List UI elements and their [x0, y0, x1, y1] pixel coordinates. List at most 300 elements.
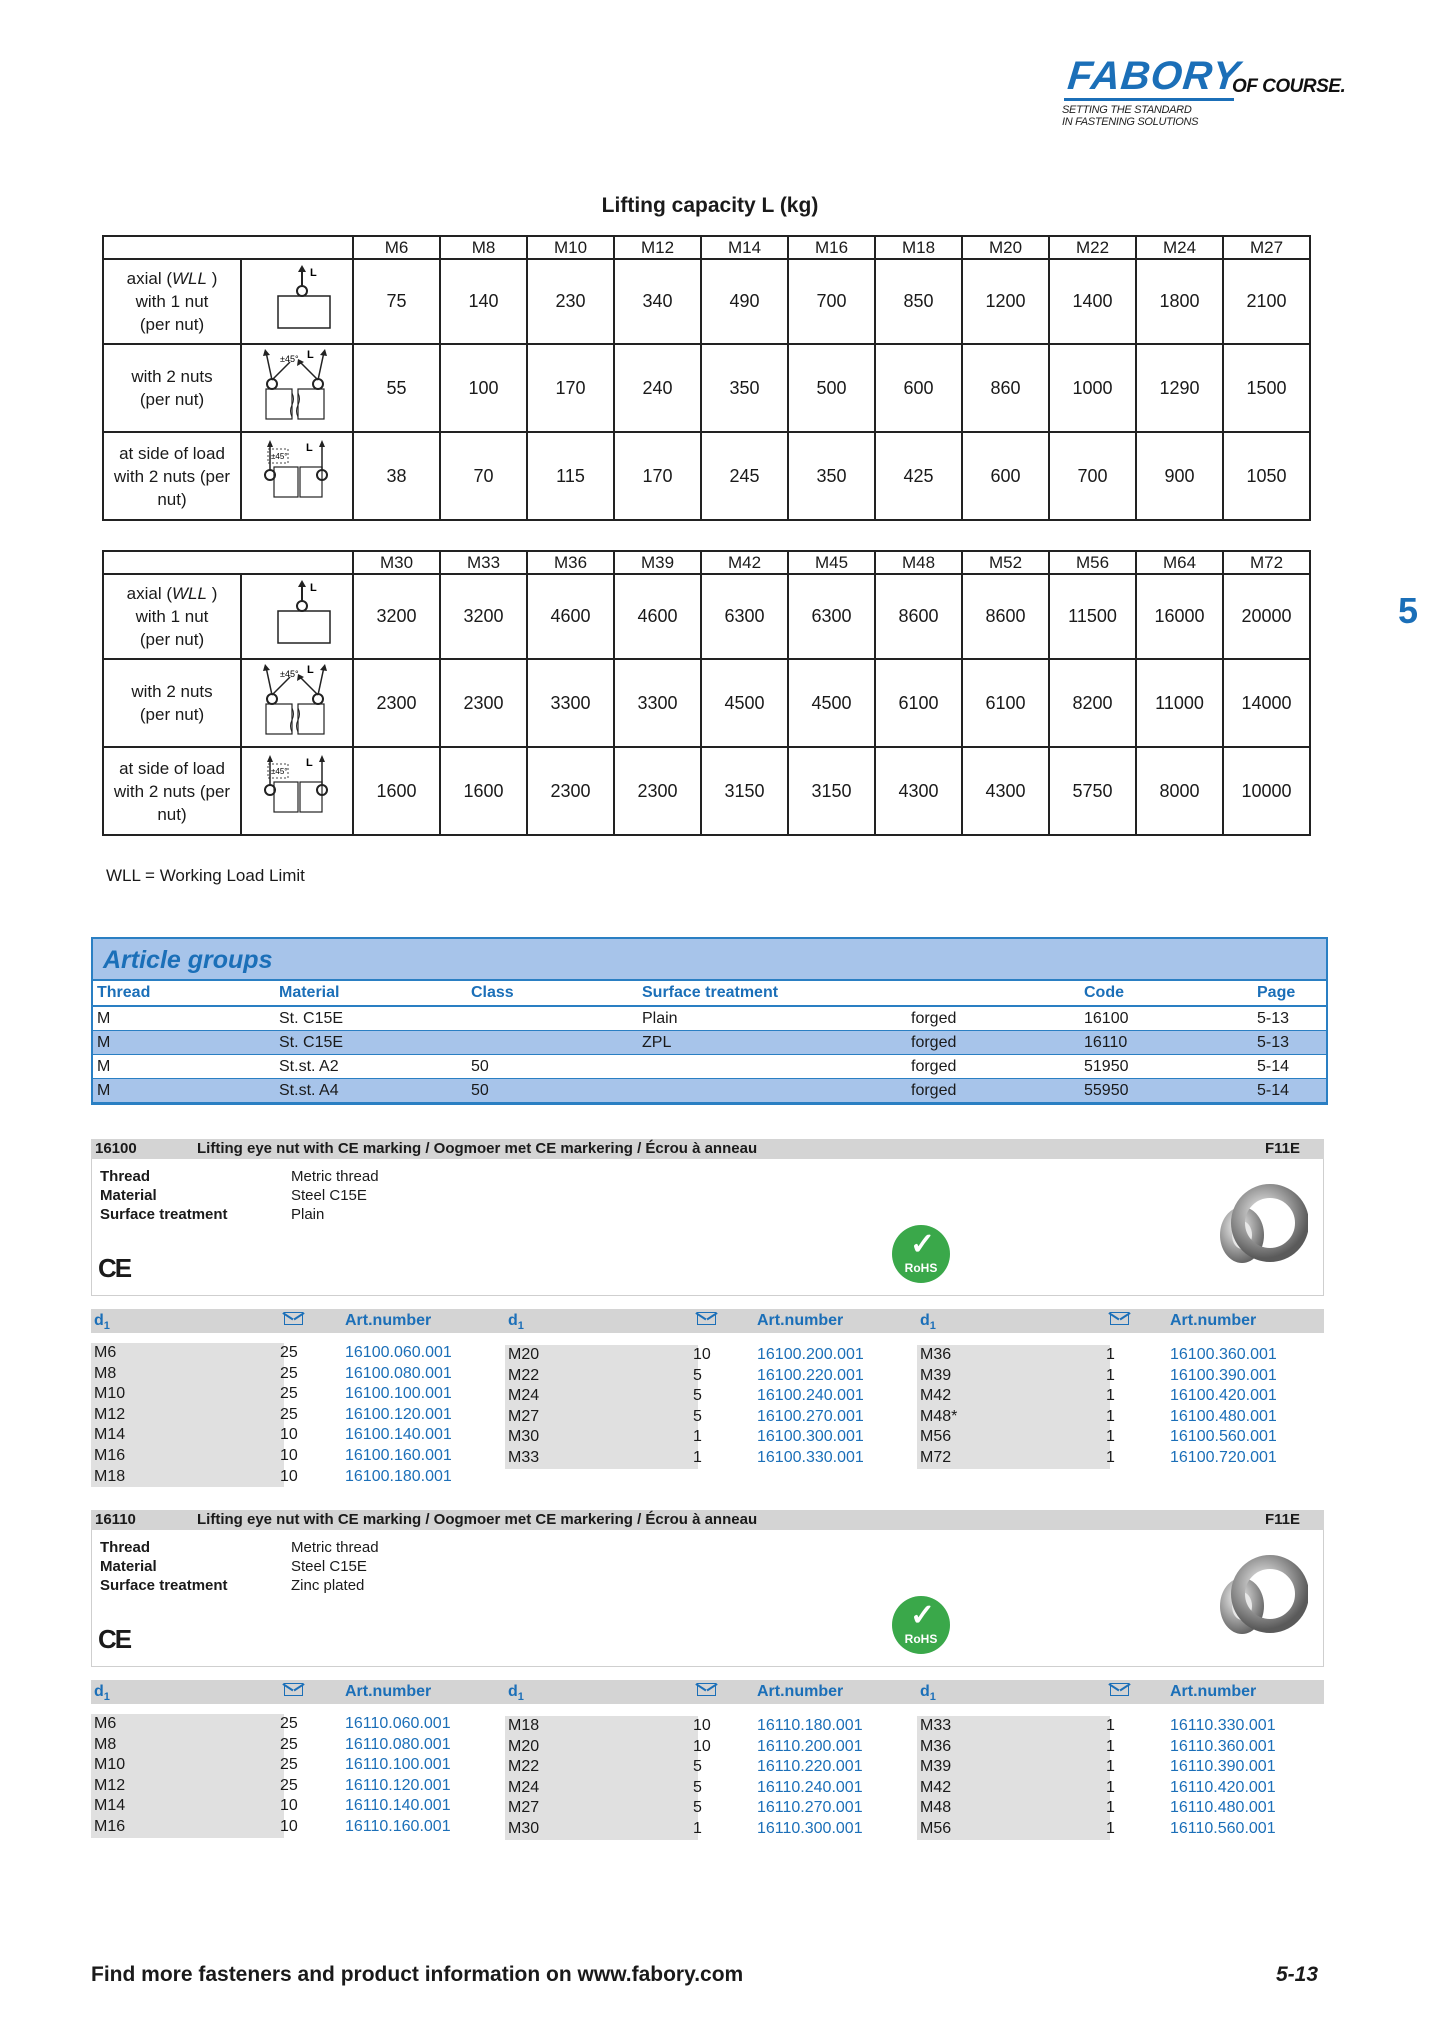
capacity-header-row	[103, 236, 1310, 259]
capacity-value: 500	[788, 344, 875, 432]
article-group-row[interactable]	[93, 1055, 1326, 1079]
capacity-value: 2300	[353, 659, 440, 747]
size: M8	[91, 1735, 284, 1756]
size: M24	[505, 1778, 698, 1799]
article-group-cell: St. C15E	[275, 1006, 467, 1031]
pack-quantity: 1	[1106, 1820, 1115, 1837]
size: M20	[505, 1345, 698, 1366]
size: M42	[917, 1778, 1110, 1799]
property-row	[100, 1167, 379, 1186]
row-label: axial (WLL ) with 1 nut (per nut)	[103, 259, 241, 344]
capacity-value: 3150	[788, 747, 875, 835]
footer-text: Find more fasteners and product information on www.fabory.com	[91, 1963, 744, 1986]
article-group-cell: M	[93, 1079, 275, 1103]
capacity-value: 700	[1049, 432, 1136, 520]
envelope-icon	[284, 1312, 303, 1325]
art-number-header: Art.number	[757, 1683, 844, 1700]
svg-text:±45°: ±45°	[280, 668, 299, 679]
product-code: 16100	[95, 1140, 137, 1157]
art-number-header: Art.number	[1170, 1683, 1257, 1700]
article-columns-header	[91, 1309, 1324, 1333]
property-row	[100, 1576, 379, 1595]
size-header: M72	[1223, 551, 1310, 574]
capacity-value: 11000	[1136, 659, 1223, 747]
art-number-link[interactable]: 16110.100.001	[345, 1756, 451, 1774]
size: M10	[91, 1384, 284, 1405]
article-group-row[interactable]	[93, 1079, 1326, 1103]
capacity-value: 4500	[701, 659, 788, 747]
pack-quantity: 1	[1106, 1758, 1115, 1776]
article-columns-header	[91, 1680, 1324, 1704]
size: M12	[91, 1405, 284, 1426]
envelope-icon	[697, 1312, 716, 1325]
capacity-value: 4500	[788, 659, 875, 747]
article-group-row[interactable]	[93, 1031, 1326, 1055]
product-info-box	[91, 1159, 1324, 1296]
article-group-cell: forged	[907, 1031, 1080, 1055]
article-group-cell: 55950	[1080, 1079, 1253, 1103]
art-number-link[interactable]: 16100.060.001	[345, 1344, 452, 1361]
capacity-value: 16000	[1136, 574, 1223, 659]
size: M16	[91, 1817, 284, 1838]
size: M18	[91, 1467, 284, 1488]
capacity-value: 20000	[1223, 574, 1310, 659]
row-label: axial (WLL ) with 1 nut (per nut)	[103, 574, 241, 659]
art-number-link[interactable]: 16110.060.001	[345, 1715, 451, 1732]
envelope-icon	[284, 1683, 303, 1696]
size: M6	[91, 1343, 284, 1364]
article-group-cell: ZPL	[638, 1031, 907, 1055]
article-group-cell	[467, 1031, 638, 1055]
pack-quantity: 25	[280, 1385, 298, 1403]
diameter-header: $d_1$	[94, 1683, 110, 1704]
capacity-value: 425	[875, 432, 962, 520]
capacity-value: 115	[527, 432, 614, 520]
capacity-value: 75	[353, 259, 440, 344]
size: M27	[505, 1798, 698, 1819]
pack-quantity: 10	[693, 1717, 711, 1734]
column-header: Code	[1080, 981, 1253, 1006]
size-header: M52	[962, 551, 1049, 574]
article-group-cell: Plain	[638, 1006, 907, 1031]
capacity-value: 1050	[1223, 432, 1310, 520]
size: M39	[917, 1757, 1110, 1778]
size: M14	[91, 1796, 284, 1817]
capacity-table-1	[102, 235, 1311, 521]
capacity-value: 700	[788, 259, 875, 344]
size-header: M18	[875, 236, 962, 259]
property-value: Steel C15E	[291, 1558, 367, 1575]
size: M27	[505, 1407, 698, 1428]
column-header	[907, 981, 1080, 1006]
art-number-link[interactable]: 16110.390.001	[1170, 1758, 1276, 1776]
header-blank	[103, 236, 353, 259]
svg-text:L: L	[307, 663, 314, 676]
product-standard: F11E	[1264, 1140, 1300, 1157]
two-nuts-load-icon	[241, 659, 353, 747]
product-properties	[100, 1167, 379, 1224]
size-header: M45	[788, 551, 875, 574]
art-number-link[interactable]: 16110.160.001	[345, 1818, 451, 1835]
capacity-value: 8600	[962, 574, 1049, 659]
capacity-value: 4600	[527, 574, 614, 659]
art-number-header: Art.number	[345, 1312, 432, 1329]
pack-quantity: 5	[693, 1387, 702, 1405]
eye-nut-image	[1212, 1548, 1308, 1644]
size: M22	[505, 1757, 698, 1778]
fabory-logo	[1060, 54, 1360, 134]
size-header: M27	[1223, 236, 1310, 259]
capacity-value: 4300	[962, 747, 1049, 835]
logo-underline	[1064, 98, 1234, 101]
article-groups-header	[93, 981, 1326, 1006]
pack-quantity: 25	[280, 1405, 298, 1423]
product-description: Lifting eye nut with CE marking / Oogmoer met CE markering / Écrou à anneau	[197, 1140, 758, 1157]
axial-load-icon	[241, 574, 353, 659]
svg-text:L: L	[310, 267, 317, 279]
pack-quantity: 25	[280, 1756, 298, 1774]
article-group-cell: M	[93, 1055, 275, 1079]
size: M22	[505, 1366, 698, 1387]
size: M48	[917, 1798, 1110, 1819]
article-group-cell	[467, 1006, 638, 1031]
svg-text:L: L	[306, 441, 313, 454]
article-group-cell: 50	[467, 1079, 638, 1103]
capacity-value: 6100	[875, 659, 962, 747]
size-header: M16	[788, 236, 875, 259]
article-group-row[interactable]	[93, 1006, 1326, 1031]
size: M56	[917, 1819, 1110, 1840]
logo-brand: FABORY	[1065, 54, 1243, 98]
property-key: Material	[100, 1558, 157, 1575]
capacity-value: 1400	[1049, 259, 1136, 344]
rohs-label: RoHS	[904, 1632, 938, 1646]
art-number-link[interactable]: 16100.720.001	[1170, 1449, 1277, 1466]
art-number-link[interactable]: 16110.420.001	[1170, 1778, 1276, 1796]
size-header: M30	[353, 551, 440, 574]
art-number-link[interactable]: 16110.480.001	[1170, 1799, 1276, 1817]
pack-quantity: 25	[280, 1344, 298, 1361]
capacity-value: 10000	[1223, 747, 1310, 835]
envelope-icon	[1110, 1312, 1129, 1325]
art-number-link[interactable]: 16100.360.001	[1170, 1346, 1277, 1363]
size-header: M56	[1049, 551, 1136, 574]
capacity-value: 6300	[701, 574, 788, 659]
size: M12	[91, 1776, 284, 1797]
property-value: Metric thread	[291, 1539, 379, 1556]
svg-text:L: L	[310, 582, 317, 594]
size: M36	[917, 1345, 1110, 1366]
art-number-link[interactable]: 16100.220.001	[757, 1366, 864, 1384]
capacity-value: 2300	[527, 747, 614, 835]
pack-quantity: 1	[1106, 1717, 1115, 1734]
article-group-cell: 50	[467, 1055, 638, 1079]
art-number-link[interactable]: 16100.100.001	[345, 1385, 452, 1403]
capacity-value: 6100	[962, 659, 1049, 747]
size: M18	[505, 1716, 698, 1737]
art-number-link[interactable]: 16110.200.001	[757, 1737, 863, 1755]
diameter-header: $d_1$	[920, 1683, 936, 1704]
diameter-header: $d_1$	[508, 1312, 524, 1333]
size: M33	[917, 1716, 1110, 1737]
art-number-link[interactable]: 16100.080.001	[345, 1364, 452, 1382]
pack-quantity: 1	[693, 1449, 702, 1466]
capacity-value: 55	[353, 344, 440, 432]
capacity-value: 1290	[1136, 344, 1223, 432]
capacity-value: 5750	[1049, 747, 1136, 835]
size-header: M20	[962, 236, 1049, 259]
product-description: Lifting eye nut with CE marking / Oogmoer met CE markering / Écrou à anneau	[197, 1511, 758, 1528]
size: M72	[917, 1448, 1110, 1469]
property-key: Thread	[100, 1168, 151, 1185]
row-label: at side of load with 2 nuts (per nut)	[103, 747, 241, 835]
property-key: Material	[100, 1187, 157, 1204]
capacity-value: 14000	[1223, 659, 1310, 747]
capacity-value: 240	[614, 344, 701, 432]
size-header: M33	[440, 551, 527, 574]
capacity-value: 1600	[353, 747, 440, 835]
page-number: 5-13	[1276, 1963, 1319, 1986]
capacity-header-row	[103, 551, 1310, 574]
capacity-value: 4600	[614, 574, 701, 659]
pack-quantity: 1	[1106, 1778, 1115, 1796]
size: M10	[91, 1755, 284, 1776]
product-title-bar	[91, 1139, 1324, 1159]
size-header: M10	[527, 236, 614, 259]
header-blank	[103, 551, 353, 574]
article-group-cell: 5-13	[1253, 1006, 1326, 1031]
art-number-link[interactable]: 16100.390.001	[1170, 1366, 1277, 1384]
capacity-value: 170	[527, 344, 614, 432]
pack-quantity: 5	[693, 1407, 702, 1425]
capacity-value: 2300	[614, 747, 701, 835]
size-header: M39	[614, 551, 701, 574]
article-group-cell: 5-14	[1253, 1079, 1326, 1103]
article-group-cell: M	[93, 1031, 275, 1055]
row-label: with 2 nuts (per nut)	[103, 344, 241, 432]
pack-quantity: 10	[280, 1467, 298, 1485]
logo-tagline: SETTING THE STANDARD IN FASTENING SOLUTIONS	[1062, 104, 1199, 128]
capacity-value: 600	[962, 432, 1049, 520]
size: M14	[91, 1425, 284, 1446]
axial-load-icon	[241, 259, 353, 344]
capacity-row	[103, 659, 1310, 747]
capacity-table-2	[102, 550, 1311, 836]
ce-mark-icon: CE	[98, 1253, 131, 1283]
column-header: Surface treatment	[638, 981, 907, 1006]
art-number-link[interactable]: 16110.080.001	[345, 1735, 451, 1753]
art-number-link[interactable]: 16110.560.001	[1170, 1820, 1276, 1837]
pack-quantity: 1	[1106, 1407, 1115, 1425]
size: M24	[505, 1386, 698, 1407]
article-group-cell: 16100	[1080, 1006, 1253, 1031]
column-header: Material	[275, 981, 467, 1006]
capacity-value: 230	[527, 259, 614, 344]
art-number-link[interactable]: 16100.270.001	[757, 1407, 864, 1425]
art-number-link[interactable]: 16110.120.001	[345, 1776, 451, 1794]
capacity-value: 170	[614, 432, 701, 520]
art-number-link[interactable]: 16100.160.001	[345, 1447, 452, 1464]
article-group-cell: forged	[907, 1006, 1080, 1031]
size-header: M22	[1049, 236, 1136, 259]
pack-quantity: 1	[1106, 1428, 1115, 1446]
capacity-value: 850	[875, 259, 962, 344]
capacity-title: Lifting capacity L (kg)	[601, 194, 819, 217]
chapter-number: 5	[1398, 590, 1419, 631]
art-number-link[interactable]: 16110.300.001	[757, 1820, 863, 1837]
property-row	[100, 1205, 379, 1224]
pack-quantity: 1	[1106, 1366, 1115, 1384]
art-number-link[interactable]: 16110.140.001	[345, 1797, 451, 1815]
diameter-header: $d_1$	[508, 1683, 524, 1704]
size: M48*	[917, 1407, 1110, 1428]
capacity-value: 860	[962, 344, 1049, 432]
side-load-icon	[241, 432, 353, 520]
capacity-value: 1600	[440, 747, 527, 835]
art-number-link[interactable]: 16110.360.001	[1170, 1737, 1276, 1755]
wll-footnote: WLL = Working Load Limit	[106, 866, 305, 885]
capacity-value: 3200	[353, 574, 440, 659]
art-number-link[interactable]: 16100.200.001	[757, 1346, 864, 1363]
article-group-cell	[638, 1055, 907, 1079]
logo-slogan: OF COURSE.	[1232, 76, 1346, 97]
capacity-value: 8000	[1136, 747, 1223, 835]
article-group-cell: forged	[907, 1055, 1080, 1079]
product-properties	[100, 1538, 379, 1595]
capacity-row	[103, 259, 1310, 344]
product-code: 16110	[95, 1511, 136, 1528]
size: M8	[91, 1364, 284, 1385]
art-number-link[interactable]: 16110.180.001	[757, 1717, 863, 1734]
art-number-link[interactable]: 16100.330.001	[757, 1449, 864, 1466]
pack-quantity: 5	[693, 1758, 702, 1776]
pack-quantity: 5	[693, 1778, 702, 1796]
art-number-header: Art.number	[757, 1312, 844, 1329]
pack-quantity: 1	[1106, 1737, 1115, 1755]
size: M30	[505, 1819, 698, 1840]
capacity-value: 8600	[875, 574, 962, 659]
art-number-link[interactable]: 16110.270.001	[757, 1799, 863, 1817]
pack-quantity: 1	[1106, 1346, 1115, 1363]
size: M6	[91, 1714, 284, 1735]
capacity-value: 1000	[1049, 344, 1136, 432]
art-number-link[interactable]: 16100.240.001	[757, 1387, 864, 1405]
capacity-value: 340	[614, 259, 701, 344]
column-header: Thread	[93, 981, 275, 1006]
art-number-link[interactable]: 16100.300.001	[757, 1428, 864, 1446]
property-row	[100, 1538, 379, 1557]
capacity-row	[103, 747, 1310, 835]
property-row	[100, 1557, 379, 1576]
pack-quantity: 25	[280, 1364, 298, 1382]
capacity-value: 2300	[440, 659, 527, 747]
capacity-value: 1800	[1136, 259, 1223, 344]
pack-quantity: 1	[693, 1428, 702, 1446]
rohs-label: RoHS	[904, 1261, 938, 1275]
pack-quantity: 10	[280, 1426, 298, 1444]
art-number-link[interactable]: 16100.560.001	[1170, 1428, 1277, 1446]
art-number-link[interactable]: 16100.120.001	[345, 1405, 452, 1423]
art-number-link[interactable]: 16100.420.001	[1170, 1387, 1277, 1405]
capacity-value: 600	[875, 344, 962, 432]
pack-quantity: 5	[693, 1366, 702, 1384]
capacity-value: 70	[440, 432, 527, 520]
size-header: M14	[701, 236, 788, 259]
article-groups	[91, 937, 1328, 1105]
pack-quantity: 10	[280, 1447, 298, 1464]
pack-quantity: 1	[693, 1820, 702, 1837]
capacity-row	[103, 574, 1310, 659]
size-header: M6	[353, 236, 440, 259]
ce-mark-icon: CE	[98, 1624, 131, 1654]
property-row	[100, 1186, 379, 1205]
art-number-link[interactable]: 16110.240.001	[757, 1778, 863, 1796]
size: M20	[505, 1737, 698, 1758]
capacity-value: 6300	[788, 574, 875, 659]
size: M30	[505, 1427, 698, 1448]
pack-quantity: 1	[1106, 1387, 1115, 1405]
size: M42	[917, 1386, 1110, 1407]
capacity-value: 350	[788, 432, 875, 520]
art-number-link[interactable]: 16100.180.001	[345, 1467, 452, 1485]
pack-quantity: 1	[1106, 1449, 1115, 1466]
size-header: M8	[440, 236, 527, 259]
capacity-value: 3300	[527, 659, 614, 747]
property-value: Metric thread	[291, 1168, 379, 1185]
capacity-value: 3150	[701, 747, 788, 835]
capacity-value: 2100	[1223, 259, 1310, 344]
capacity-value: 1200	[962, 259, 1049, 344]
pack-quantity: 25	[280, 1715, 298, 1732]
rohs-badge-icon: ✓ RoHS	[892, 1596, 950, 1654]
article-groups-table	[93, 981, 1326, 1103]
art-number-link[interactable]: 16100.480.001	[1170, 1407, 1277, 1425]
capacity-row	[103, 344, 1310, 432]
pack-quantity: 5	[693, 1799, 702, 1817]
size-header: M24	[1136, 236, 1223, 259]
two-nuts-load-icon	[241, 344, 353, 432]
envelope-icon	[1110, 1683, 1129, 1696]
art-number-link[interactable]: 16100.140.001	[345, 1426, 452, 1444]
article-group-cell: St. C15E	[275, 1031, 467, 1055]
property-value: Plain	[291, 1206, 325, 1223]
svg-text:±45°: ±45°	[280, 353, 299, 364]
property-value: Zinc plated	[291, 1577, 365, 1594]
eye-nut-image	[1212, 1177, 1308, 1273]
art-number-link[interactable]: 16110.220.001	[757, 1758, 863, 1776]
article-group-cell	[638, 1079, 907, 1103]
capacity-value: 3200	[440, 574, 527, 659]
product-standard: F11E	[1264, 1511, 1300, 1528]
art-number-link[interactable]: 16110.330.001	[1170, 1717, 1276, 1734]
article-group-cell: St.st. A2	[275, 1055, 467, 1079]
property-value: Steel C15E	[291, 1187, 367, 1204]
size-header: M48	[875, 551, 962, 574]
art-number-header: Art.number	[1170, 1312, 1257, 1329]
capacity-value: 1500	[1223, 344, 1310, 432]
side-load-icon	[241, 747, 353, 835]
size: M16	[91, 1446, 284, 1467]
capacity-value: 8200	[1049, 659, 1136, 747]
capacity-value: 140	[440, 259, 527, 344]
size: M36	[917, 1737, 1110, 1758]
capacity-value: 3300	[614, 659, 701, 747]
svg-text:L: L	[306, 756, 313, 769]
capacity-value: 490	[701, 259, 788, 344]
property-key: Surface treatment	[100, 1206, 228, 1223]
svg-text:±45°: ±45°	[271, 451, 288, 461]
svg-text:L: L	[307, 348, 314, 361]
